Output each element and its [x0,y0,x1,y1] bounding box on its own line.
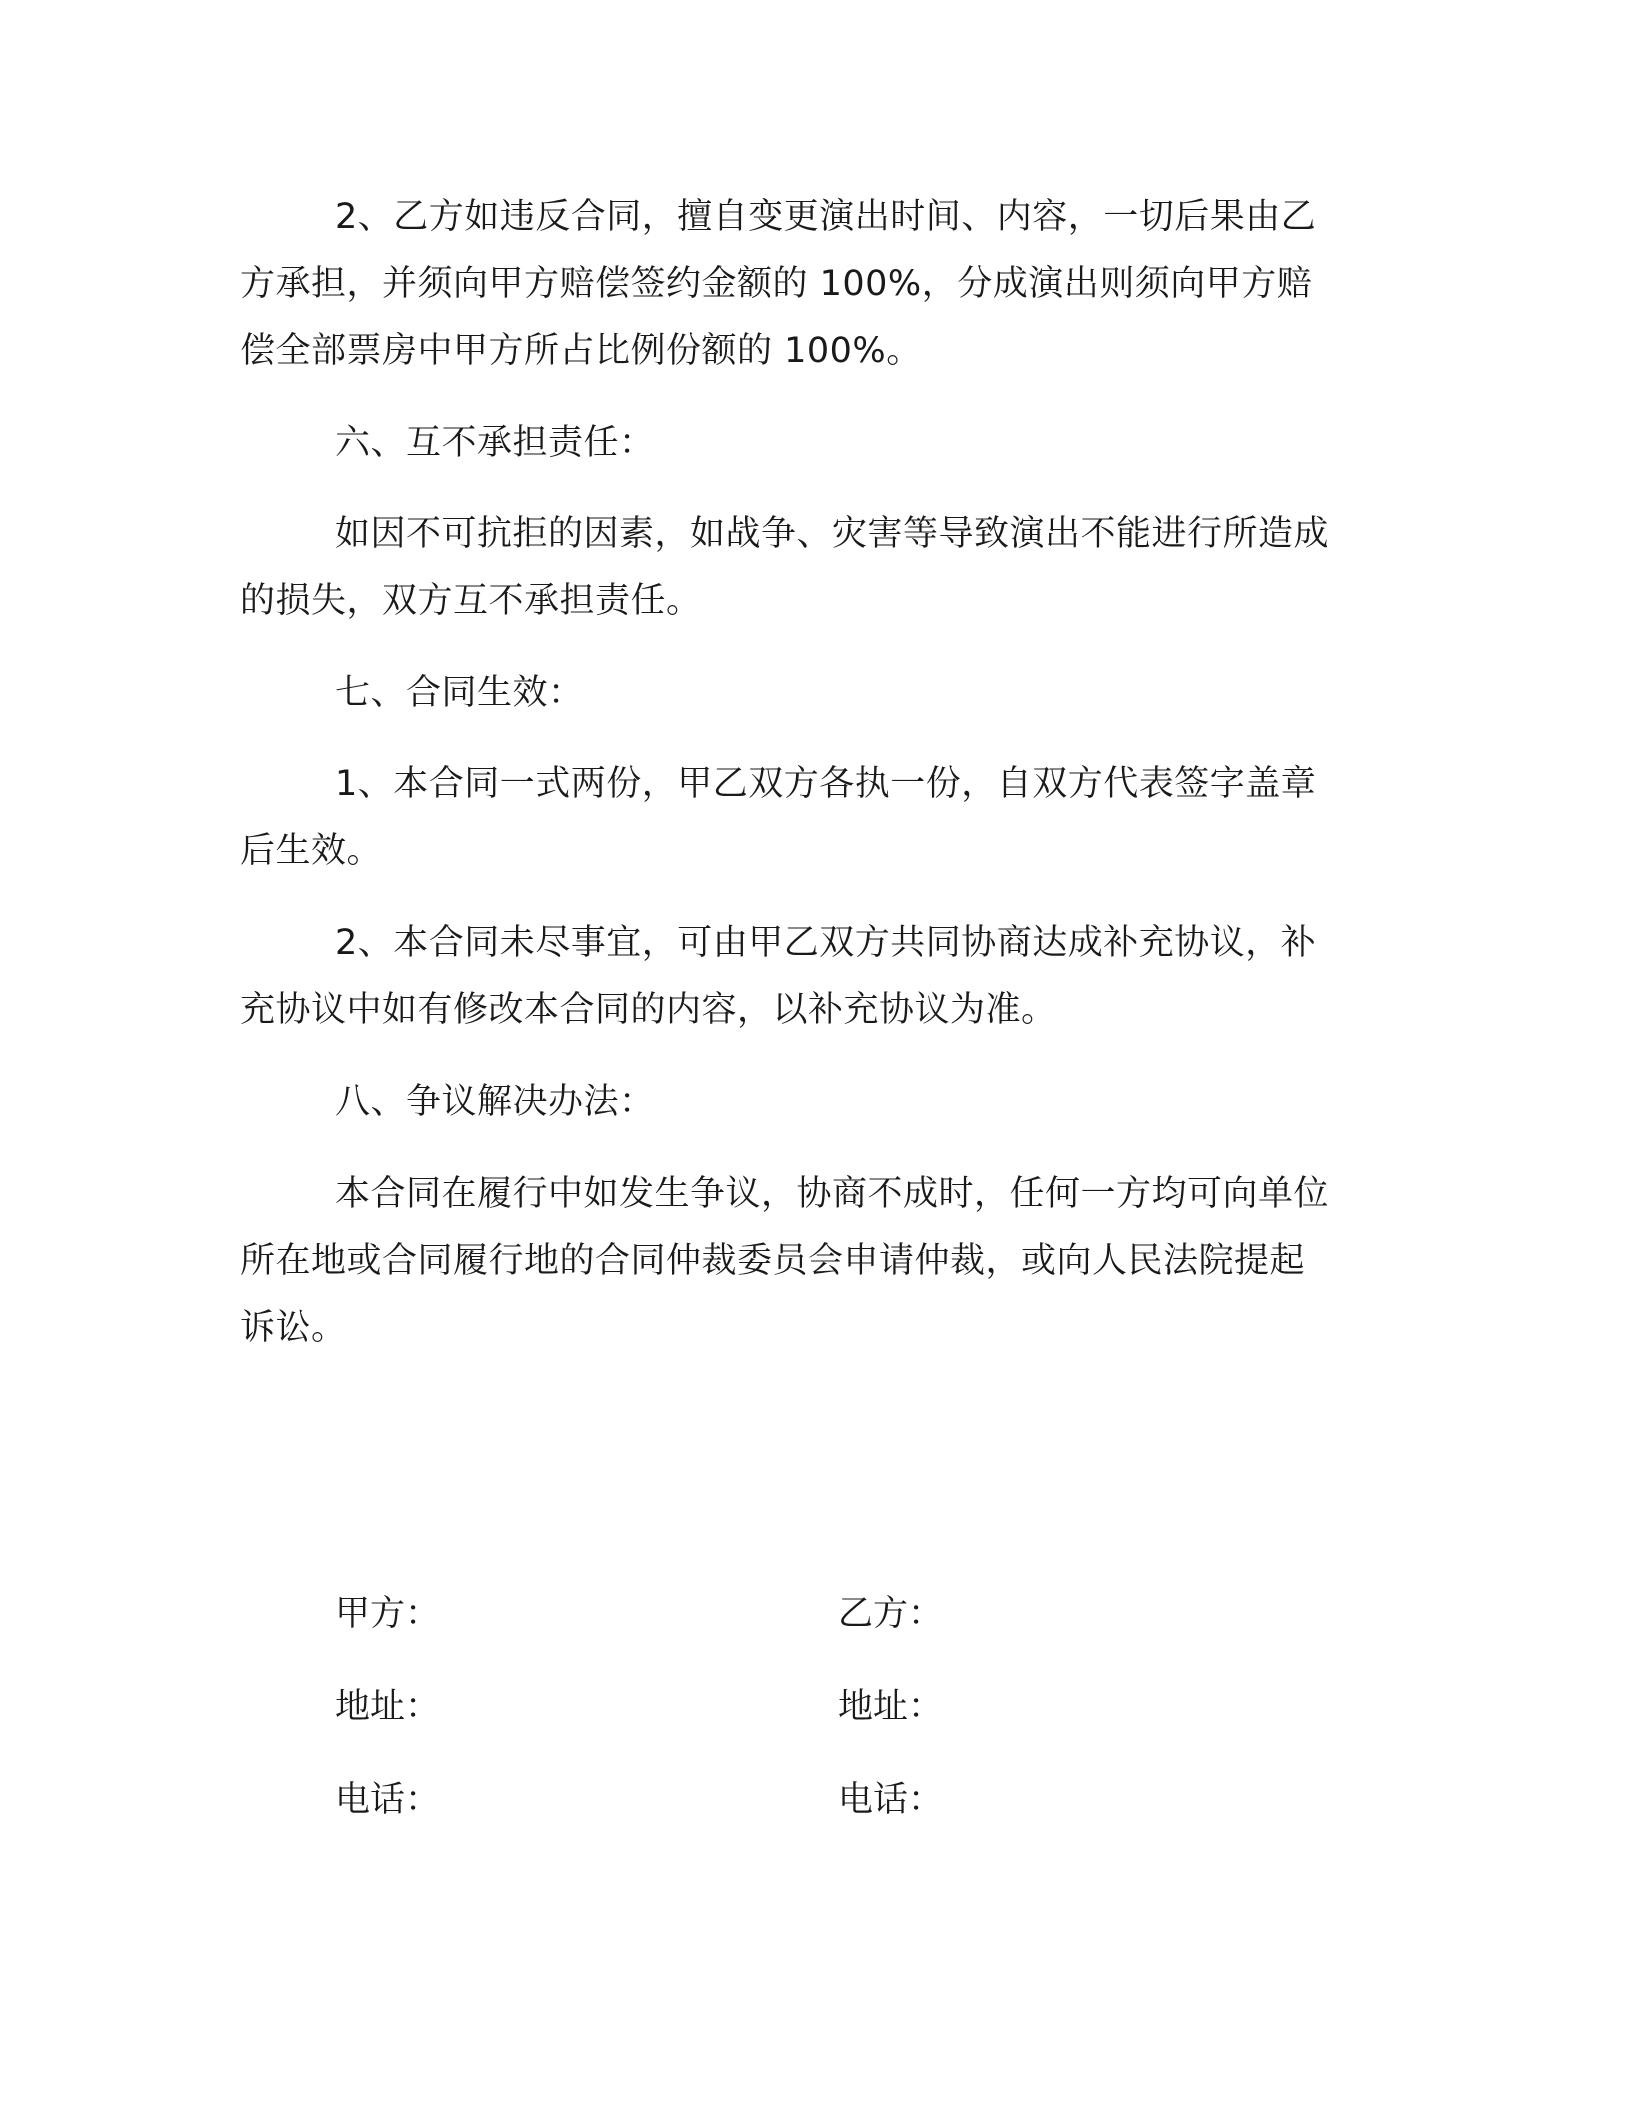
section-6-heading: 六、互不承担责任： [335,423,655,463]
section-7-heading: 七、合同生效： [335,673,584,713]
clause-8-line-2: 所在地或合同履行地的合同仲裁委员会申请仲裁，或向人民法院提起 [240,1241,1306,1281]
clause-6-line-2: 的损失，双方互不承担责任。 [240,581,702,621]
party-b-phone-label: 电话： [838,1780,944,1820]
party-b-name-label: 乙方： [838,1594,944,1634]
clause-5-2-line-2: 方承担，并须向甲方赔偿签约金额的 100%，分成演出则须向甲方赔 [240,264,1313,304]
clause-7-2-line-2: 充协议中如有修改本合同的内容，以补充协议为准。 [240,990,1057,1030]
clause-7-2-line-1: 2、本合同未尽事宜，可由甲乙双方共同协商达成补充协议，补 [335,923,1317,963]
party-a-address-label: 地址： [335,1687,441,1727]
clause-8-line-1: 本合同在履行中如发生争议，协商不成时，任何一方均可向单位 [335,1174,1330,1214]
party-a-name-label: 甲方： [335,1594,441,1634]
clause-6-line-1: 如因不可抗拒的因素，如战争、灾害等导致演出不能进行所造成 [335,514,1330,554]
party-a-phone-label: 电话： [335,1780,441,1820]
clause-5-2-line-3: 偿全部票房中甲方所占比例份额的 100%。 [240,331,922,371]
clause-5-2-line-1: 2、乙方如违反合同，擅自变更演出时间、内容，一切后果由乙 [335,197,1317,237]
clause-7-1-line-2: 后生效。 [240,831,383,871]
party-b-address-label: 地址： [838,1687,944,1727]
clause-7-1-line-1: 1、本合同一式两份，甲乙双方各执一份，自双方代表签字盖章 [335,764,1317,804]
clause-8-line-3: 诉讼。 [240,1308,347,1348]
section-8-heading: 八、争议解决办法： [335,1082,655,1122]
